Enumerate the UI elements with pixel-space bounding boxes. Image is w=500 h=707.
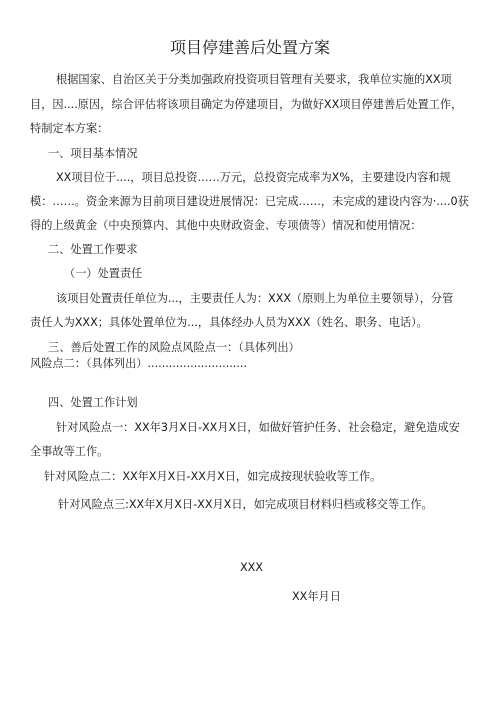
signature-org: XXX <box>240 561 263 574</box>
signature-date: XX年月日 <box>292 590 341 603</box>
section2-subheading: （一）处置责任 <box>64 267 143 280</box>
section1-line-1: XX项目位于....，项目总投资……万元，总投资完成率为X%，主要建设内容和规 <box>56 171 451 184</box>
section2-heading: 二、处置工作要求 <box>48 243 138 256</box>
section4-heading: 四、处置工作计划 <box>48 396 138 409</box>
intro-line-3: 特制定本方案： <box>30 122 109 135</box>
section1-heading: 一、项目基本情况 <box>48 147 138 160</box>
section4-line-1: 针对风险点一：XX年3月X日-XX月X日，如做好管护任务、社会稳定，避免造成安 <box>56 421 460 434</box>
section1-line-2: 模：……。资金来源为目前项目建设进展情况：已完成……，未完成的建设内容为·....0获 <box>30 195 469 208</box>
section2-line-2: 责任人为XXX；具体处置单位为...，具体经办人员为XXX（姓名、职务、电话）。 <box>30 316 428 329</box>
document-title: 项目停建善后处置方案 <box>169 38 330 57</box>
section4-line-4: 针对风险点三:XX年X月X日-XX月X日，如完成项目材料归档或移交等工作。 <box>58 498 433 511</box>
section2-line-1: 该项目处置责任单位为...，主要责任人为：XXX（原则上为单位主要领导），分管 <box>56 292 454 305</box>
intro-line-1: 根据国家、自治区关于分类加强政府投资项目管理有关要求，我单位实施的XX项 <box>56 73 452 86</box>
section4-line-2: 全事故等工作。 <box>30 445 109 458</box>
section4-line-3: 针对风险点二：XX年X月X日-XX月X日，如完成按现状验收等工作。 <box>44 470 382 483</box>
section1-line-3: 得的上级黄金（中央预算内、其他中央财政资金、专项债等）情况和使用情况： <box>30 219 422 232</box>
intro-line-2: 目，因....原因，综合评估将该项目确定为停建项目，为做好XX项目停建善后处置工作， <box>30 98 463 111</box>
section3-line-1: 三、善后处置工作的风险点风险点一：（具体列出） <box>48 341 300 354</box>
section3-line-2: 风险点二：（具体列出）............................ <box>30 357 248 370</box>
